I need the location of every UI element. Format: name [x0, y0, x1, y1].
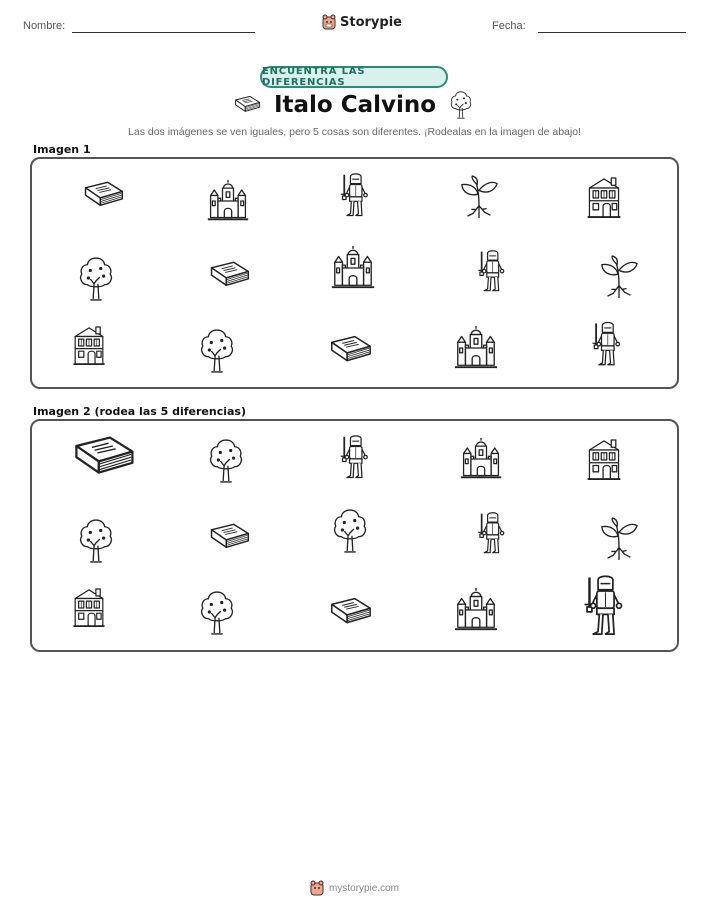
- knight-icon: [336, 435, 372, 481]
- tree-icon: [198, 589, 236, 637]
- date-field-line[interactable]: [538, 32, 686, 33]
- castle-icon: [205, 179, 251, 223]
- footer: [0, 880, 709, 896]
- house-icon: [70, 323, 108, 369]
- date-label: Fecha:: [492, 20, 526, 32]
- tree-icon: [198, 327, 236, 375]
- footer-site[interactable]: mystorypie.com: [328, 882, 399, 894]
- image1-panel: [30, 157, 679, 389]
- instructions: Las dos imágenes se ven iguales, pero 5 cosas son diferentes. ¡Rodealas en la imagen de abajo!: [128, 126, 581, 138]
- image1-label: Imagen 1: [33, 143, 91, 156]
- tree-icon: [77, 517, 115, 565]
- castle-icon: [452, 325, 500, 371]
- image2-label: Imagen 2 (rodea las 5 diferencias): [33, 405, 247, 418]
- knight-icon[interactable]: [578, 575, 628, 639]
- book-icon: [80, 177, 126, 217]
- castle-icon: [452, 587, 500, 633]
- sprout-icon: [458, 175, 500, 221]
- knight-icon: [474, 511, 508, 557]
- storypie-mascot-icon: [310, 880, 324, 896]
- book-icon: [326, 593, 374, 635]
- brand-name: Storypie: [340, 14, 402, 30]
- tree-icon: [77, 255, 115, 303]
- name-field-line[interactable]: [72, 32, 255, 33]
- knight-icon: [336, 173, 372, 219]
- book-icon: [326, 331, 374, 373]
- house-icon: [70, 585, 108, 631]
- knight-icon: [474, 249, 508, 295]
- house-icon: [584, 175, 624, 221]
- sprout-icon: [598, 255, 640, 301]
- activity-badge: ENCUENTRA LAS DIFERENCIAS: [260, 66, 448, 88]
- tree-icon: [449, 90, 473, 120]
- knight-icon: [588, 321, 624, 369]
- castle-icon[interactable]: [458, 437, 504, 481]
- book-icon: [206, 257, 252, 297]
- storypie-mascot-icon: [322, 14, 336, 30]
- book-icon[interactable]: [68, 433, 138, 487]
- tree-icon[interactable]: [331, 507, 369, 555]
- castle-icon: [329, 245, 377, 291]
- house-icon: [584, 437, 624, 483]
- image2-panel: [30, 419, 679, 652]
- tree-icon[interactable]: [207, 437, 245, 485]
- brand-logo: [322, 14, 402, 30]
- page-title: Italo Calvino: [273, 92, 437, 118]
- book-icon: [206, 519, 252, 559]
- sprout-icon: [598, 517, 640, 563]
- name-label: Nombre:: [23, 20, 66, 32]
